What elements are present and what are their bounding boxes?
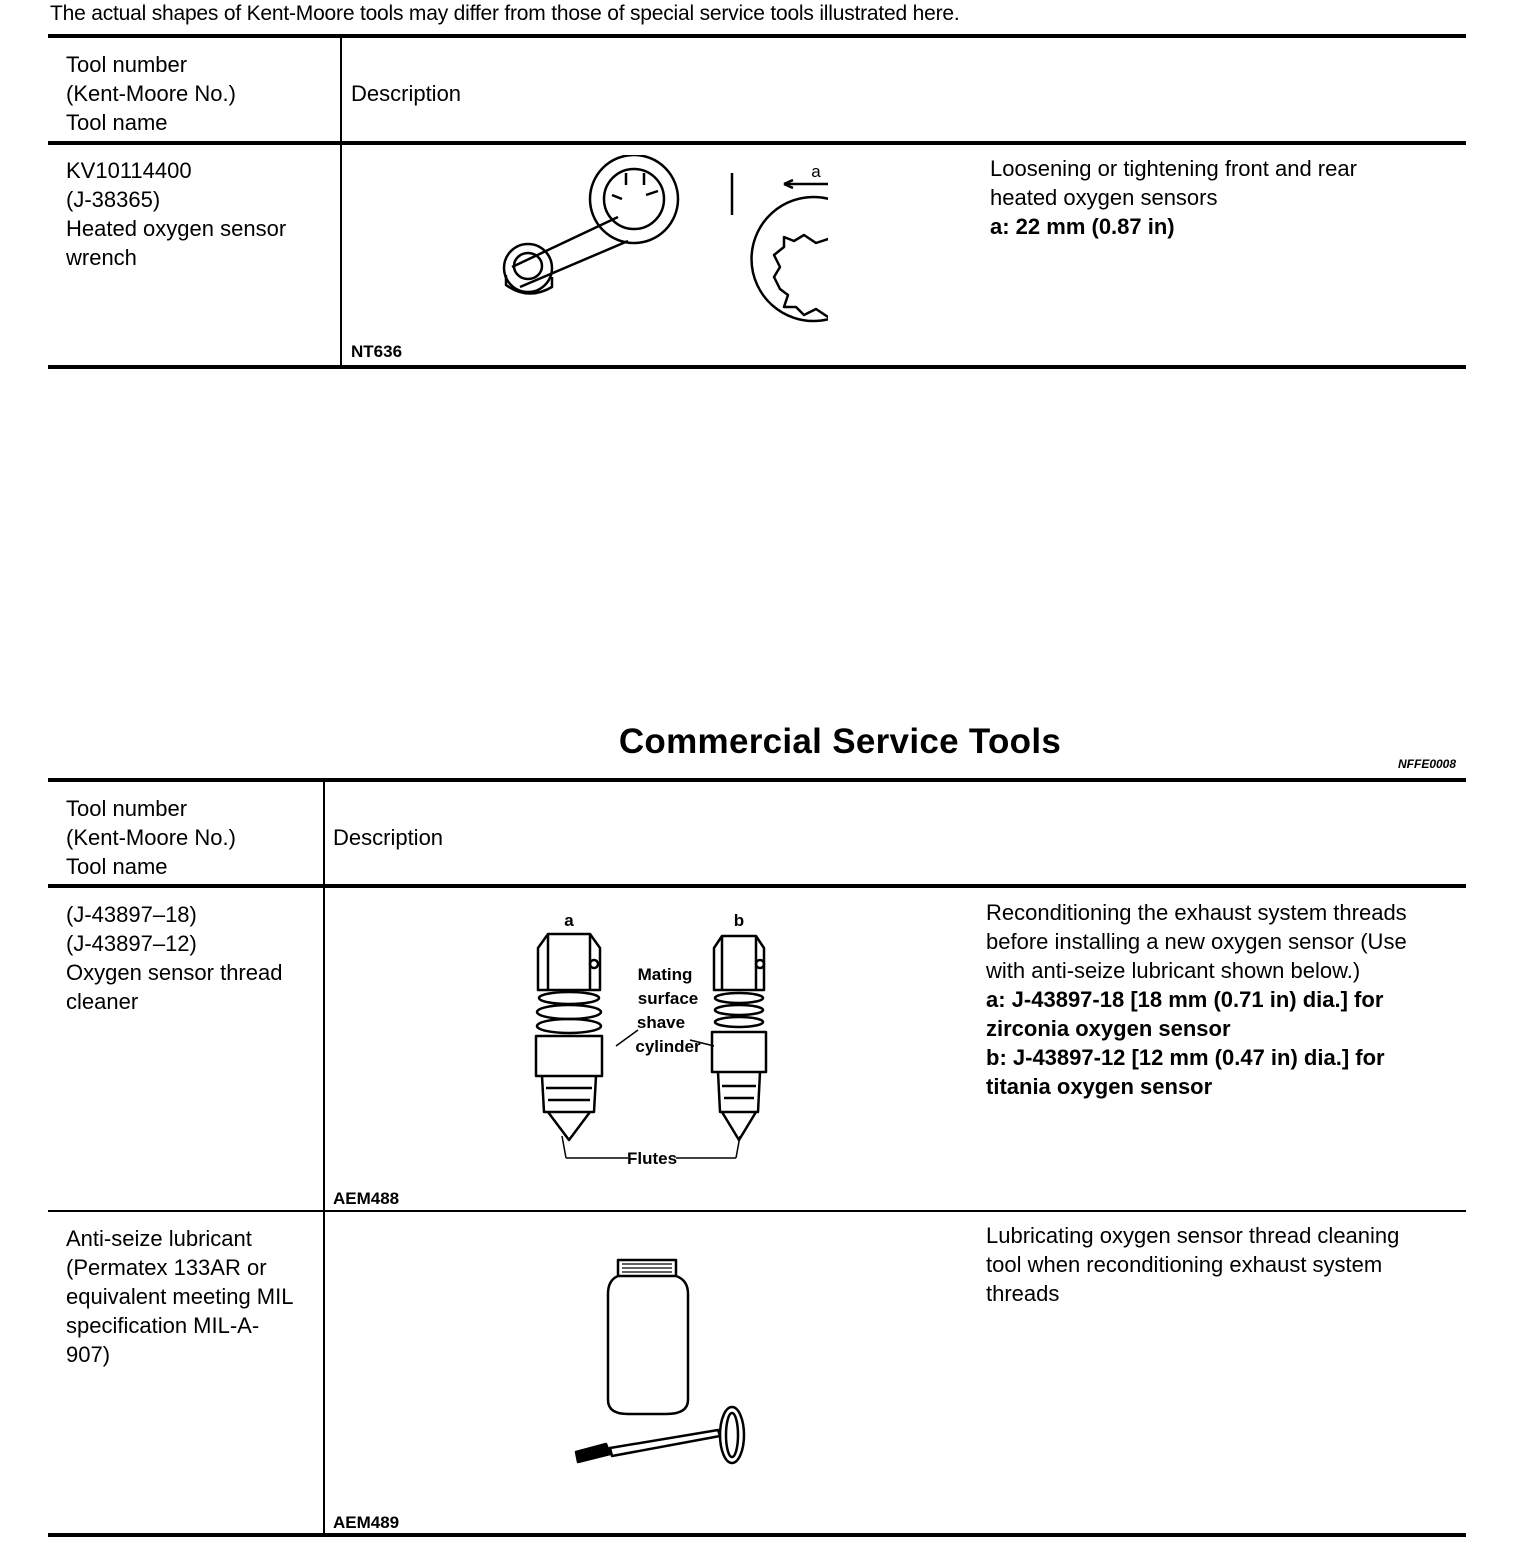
column-divider [323, 782, 325, 1533]
table-top-rule [48, 778, 1466, 782]
description-cell: Lubricating oxygen sensor thread cleaning tool when reconditioning exhaust system threads [986, 1223, 1400, 1306]
section-reference-code: NFFE0008 [1398, 757, 1457, 771]
row-divider [48, 1210, 1466, 1212]
tool-name-cell: (J-43897–18) (J-43897–12) Oxygen sensor thread cleaner [66, 902, 283, 1014]
figure-code: NT636 [351, 342, 403, 361]
tool-name-cell: KV10114400 (J-38365) Heated oxygen sensor wrench [66, 158, 287, 270]
header-description: Description [351, 81, 462, 106]
label-flutes: Flutes [626, 1149, 678, 1168]
label-b: b [733, 911, 745, 930]
figure-code: AEM489 [333, 1513, 400, 1532]
dimension-label-a: a [811, 162, 821, 181]
description-cell: Loosening or tightening front and rear heated oxygen sensors a: 22 mm (0.87 in) [990, 156, 1357, 239]
table-bottom-rule [48, 1533, 1466, 1537]
label-a: a [564, 911, 574, 930]
figure-code: AEM488 [333, 1189, 400, 1208]
description-cell: Reconditioning the exhaust system threads before installing a new oxygen sensor (Use with anti-seize lubricant shown below.) a: J-43897-18 [18 mm (0.71 in) dia.] for zirconia oxygen sensor b: J-43897-12 [12 mm (0.47 in) dia.] for titania oxygen sensor [986, 900, 1407, 1099]
column-divider [340, 38, 342, 365]
table-bottom-rule [48, 365, 1466, 369]
wrench-icon [498, 155, 828, 330]
lubricant-jar-icon [568, 1250, 788, 1470]
tool-name-cell: Anti-seize lubricant (Permatex 133AR or equivalent meeting MIL specification MIL-A- 907) [66, 1226, 294, 1367]
label-mating-4: cylinder [635, 1037, 701, 1056]
label-mating-2: surface [637, 989, 699, 1008]
label-mating-1: Mating [637, 965, 693, 984]
header-description: Description [333, 825, 444, 850]
header-tool-number: Tool number (Kent-Moore No.) Tool name [66, 52, 236, 135]
section-title: Commercial Service Tools [618, 722, 1062, 761]
thread-cleaner-icon [518, 900, 798, 1180]
header-bottom-rule [48, 141, 1466, 145]
page-note: The actual shapes of Kent-Moore tools may differ from those of special service tools illustrated here. [50, 2, 960, 25]
header-bottom-rule [48, 884, 1466, 888]
header-tool-number: Tool number (Kent-Moore No.) Tool name [66, 796, 236, 879]
label-mating-3: shave [636, 1013, 686, 1032]
table-top-rule [48, 34, 1466, 38]
